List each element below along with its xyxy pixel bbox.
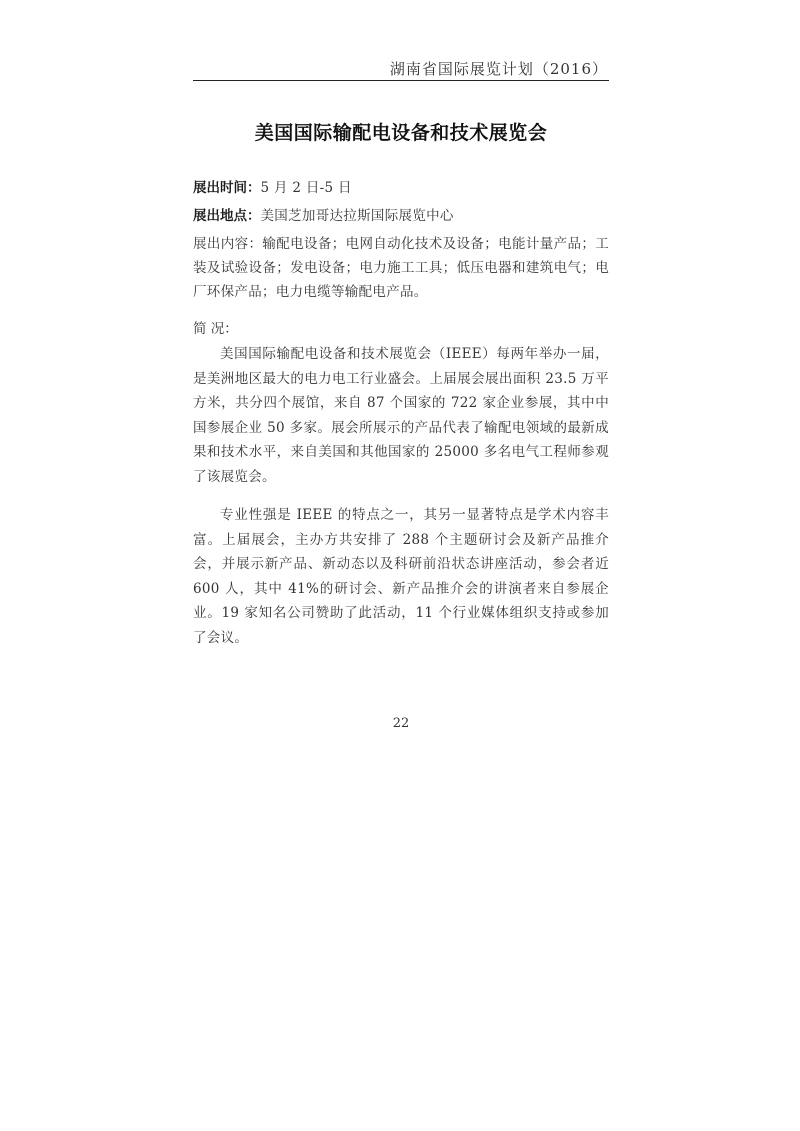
exhibition-venue-value: 美国芝加哥达拉斯国际展览中心 xyxy=(260,208,454,224)
exhibition-content xyxy=(193,232,609,304)
summary-paragraph-1: 美国国际输配电设备和技术展览会（IEEE）每两年举办一届，是美洲地区最大的电力电工行业盛会。上届展会展出面积 23.5 万平方米，共分四个展馆，来自 87 个国家的 722 家企业参展，其中中国参展企业 50 多家。展会所展示的产品代表了输配电领域的最新成果和技术水平，来自美国和其他国家的 25000 多名电气工程师参观了该展览会。 xyxy=(193,346,609,485)
exhibition-content-label: 展出内容： xyxy=(193,236,263,252)
exhibition-time-label: 展出时间： xyxy=(193,180,261,196)
page-number: 22 xyxy=(392,716,410,731)
exhibition-venue xyxy=(193,204,454,228)
summary-paragraph-2: 专业性强是 IEEE 的特点之一，其另一显著特点是学术内容丰富。上届展会，主办方共安排了 288 个主题研讨会及新产品推介会，并展示新产品、新动态以及科研前沿状态讲座活动，参会者近 600 人，其中 41%的研讨会、新产品推介会的讲演者来自参展企业。19 家知名公司赞助了此活动，11 个行业媒体组织支持或参加了会议。 xyxy=(193,507,609,646)
exhibition-time-value: 5 月 2 日-5 日 xyxy=(260,180,352,196)
running-header: 湖南省国际展览计划（2016） xyxy=(389,60,608,78)
exhibition-time xyxy=(193,176,352,200)
document-title: 美国国际输配电设备和技术展览会 xyxy=(254,122,548,144)
exhibition-content-value: 输配电设备；电网自动化技术及设备；电能计量产品；工装及试验设备；发电设备；电力施工工具；低压电器和建筑电气；电厂环保产品；电力电缆等输配电产品。 xyxy=(193,236,610,300)
summary-label: 简 况： xyxy=(193,321,238,337)
exhibition-venue-label: 展出地点： xyxy=(193,208,261,224)
header-rule xyxy=(193,80,609,81)
